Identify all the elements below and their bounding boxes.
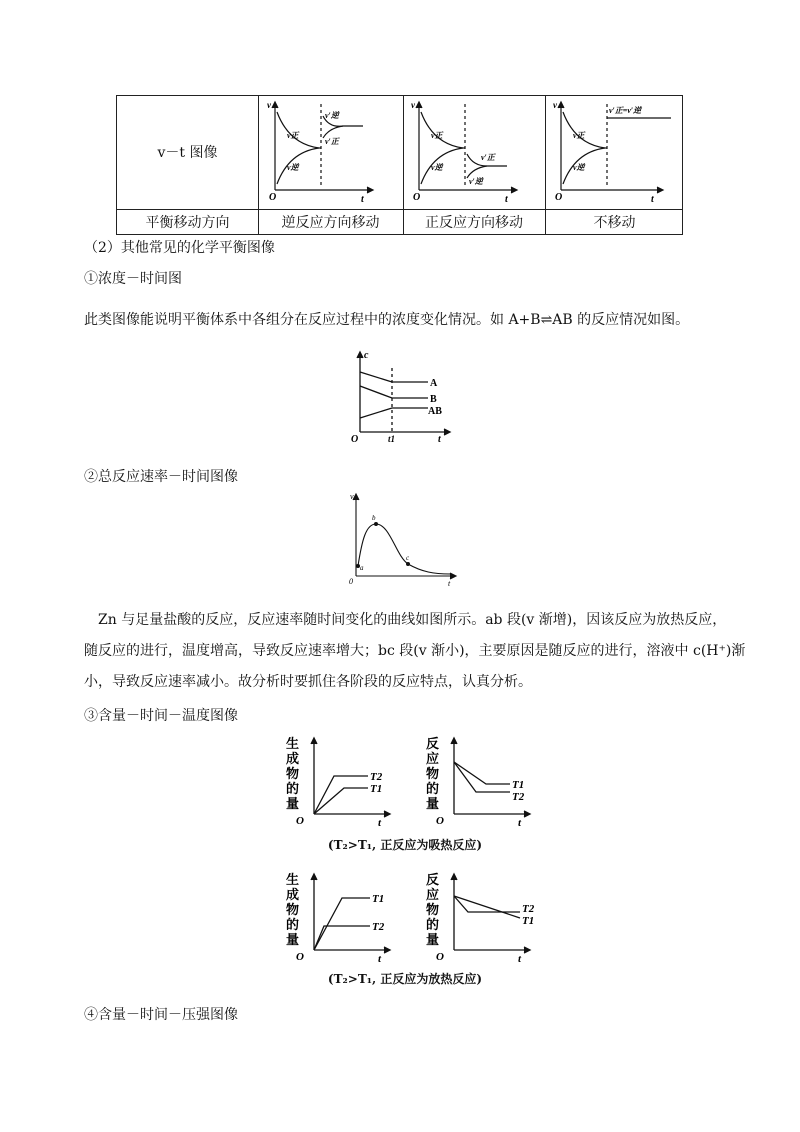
caption-endothermic: (T₂>T₁, 正反应为吸热反应) (327, 838, 483, 852)
point-c (406, 562, 410, 566)
series-T1-label: T1 (372, 893, 385, 905)
point-c-label: c (406, 554, 410, 562)
vt-chart-reverse (263, 98, 399, 206)
ylabel-char: 物 (426, 902, 440, 917)
item1-text: 此类图像能说明平衡体系中各组分在反应过程中的浓度变化情况。如 A+B⇌AB 的反应情况如图。 (84, 312, 690, 328)
rate-time-chart (346, 490, 464, 590)
v-reverse-label: v逆 (431, 163, 443, 172)
row-label-direction: 平衡移动方向 (145, 215, 230, 231)
vt-chart-forward (407, 98, 543, 206)
caption-exothermic: (T₂>T₁, 正反应为放热反应) (327, 972, 483, 986)
ylabel-char: 反 (426, 736, 440, 751)
point-b (374, 522, 378, 526)
direction-reverse: 逆反应方向移动 (281, 215, 380, 231)
item2-text-line3: 小，导致反应速率减小。故分析时要抓住各阶段的反应特点，认真分析。 (84, 674, 532, 690)
ylabel-char: 的 (426, 781, 440, 796)
ylabel-char: 物 (286, 766, 300, 781)
concentration-time-chart (350, 348, 460, 444)
series-A-label: A (430, 378, 438, 389)
ylabel-char: 量 (426, 796, 440, 811)
item2-text-line1: Zn 与足量盐酸的反应，反应速率随时间变化的曲线如图所示。ab 段(v 渐增)，因该反应为放热反应， (98, 612, 727, 628)
row-label-vt: v－t 图像 (157, 145, 218, 161)
conc-axis-label: c (364, 350, 369, 361)
v-reverse-label: v逆 (287, 163, 299, 172)
ylabel-char: 成 (286, 751, 300, 766)
conc-origin: O (351, 434, 359, 444)
ylabel-char: 应 (426, 887, 440, 902)
v-prime-reverse-label: v′逆 (469, 177, 483, 186)
axis-v-label: v (411, 100, 415, 110)
v-reverse-label: v逆 (573, 163, 585, 172)
conc-t-label: t (438, 434, 441, 444)
series-T2-label: T2 (370, 771, 383, 783)
series-T2-label: T2 (372, 921, 385, 933)
axis-t-label: t (651, 194, 654, 205)
ylabel-char: 量 (286, 932, 300, 947)
ylabel-char: 物 (286, 902, 300, 917)
ylabel-char: 的 (286, 917, 300, 932)
series-T1-label: T1 (522, 915, 535, 927)
ylabel-char: 生 (286, 736, 300, 751)
origin-label: O (436, 951, 444, 962)
temp-chart-reactant-exothermic (424, 870, 536, 962)
rate-origin: 0 (349, 577, 353, 586)
rate-t-label: t (448, 579, 451, 588)
series-T2-label: T2 (512, 791, 525, 803)
origin-label: O (296, 815, 304, 826)
ylabel-char: 的 (426, 917, 440, 932)
conc-t1-label: t1 (388, 434, 396, 444)
item4-heading: ④含量－时间－压强图像 (84, 1007, 238, 1023)
origin-label: O (296, 951, 304, 962)
t-label: t (518, 817, 522, 826)
item3-heading: ③含量－时间－温度图像 (84, 708, 238, 724)
v-prime-reverse-label: v′逆 (325, 111, 339, 120)
item1-heading: ①浓度－时间图 (84, 271, 182, 287)
point-a-label: a (360, 564, 364, 572)
origin-label: O (436, 815, 444, 826)
series-T1-label: T1 (370, 783, 383, 795)
v-forward-label: v正 (287, 131, 299, 140)
series-T1-label: T1 (512, 779, 525, 791)
temp-chart-product-endothermic (284, 734, 396, 826)
series-AB-label: AB (428, 406, 442, 417)
axis-t-label: t (505, 194, 508, 205)
ylabel-char: 物 (426, 766, 440, 781)
direction-forward: 正反应方向移动 (425, 215, 523, 231)
point-b-label: b (372, 514, 376, 522)
series-B-label: B (430, 394, 437, 405)
t-label: t (378, 953, 382, 962)
v-prime-equal-label: v′正=v′逆 (609, 106, 642, 115)
t-label: t (378, 817, 382, 826)
temp-chart-reactant-endothermic (424, 734, 536, 826)
axis-v-label: v (267, 100, 271, 110)
ylabel-char: 量 (426, 932, 440, 947)
series-T2-label: T2 (522, 903, 535, 915)
temp-chart-product-exothermic (284, 870, 396, 962)
equilibrium-table (116, 95, 683, 235)
t-label: t (518, 953, 522, 962)
axis-t-label: t (361, 194, 364, 205)
vt-chart-none (549, 98, 681, 206)
item2-heading: ②总反应速率－时间图像 (84, 469, 238, 485)
ylabel-char: 生 (286, 872, 300, 887)
ylabel-char: 应 (426, 751, 440, 766)
v-prime-forward-label: v′正 (325, 137, 339, 146)
v-forward-label: v正 (431, 131, 443, 140)
origin-label: O (269, 192, 277, 203)
ylabel-char: 量 (286, 796, 300, 811)
rate-axis-label: v (350, 492, 354, 501)
v-forward-label: v正 (573, 131, 585, 140)
axis-v-label: v (553, 100, 557, 110)
ylabel-char: 成 (286, 887, 300, 902)
v-prime-forward-label: v′正 (481, 153, 495, 162)
direction-none: 不移动 (593, 215, 636, 231)
origin-label: O (555, 192, 563, 203)
ylabel-char: 反 (426, 872, 440, 887)
origin-label: O (413, 192, 421, 203)
section2-heading: （2）其他常见的化学平衡图像 (84, 240, 275, 256)
item2-text-line2: 随反应的进行，温度增高，导致反应速率增大；bc 段(v 渐小)，主要原因是随反应的进行，溶液中 c(H⁺)渐 (84, 643, 746, 659)
ylabel-char: 的 (286, 781, 300, 796)
